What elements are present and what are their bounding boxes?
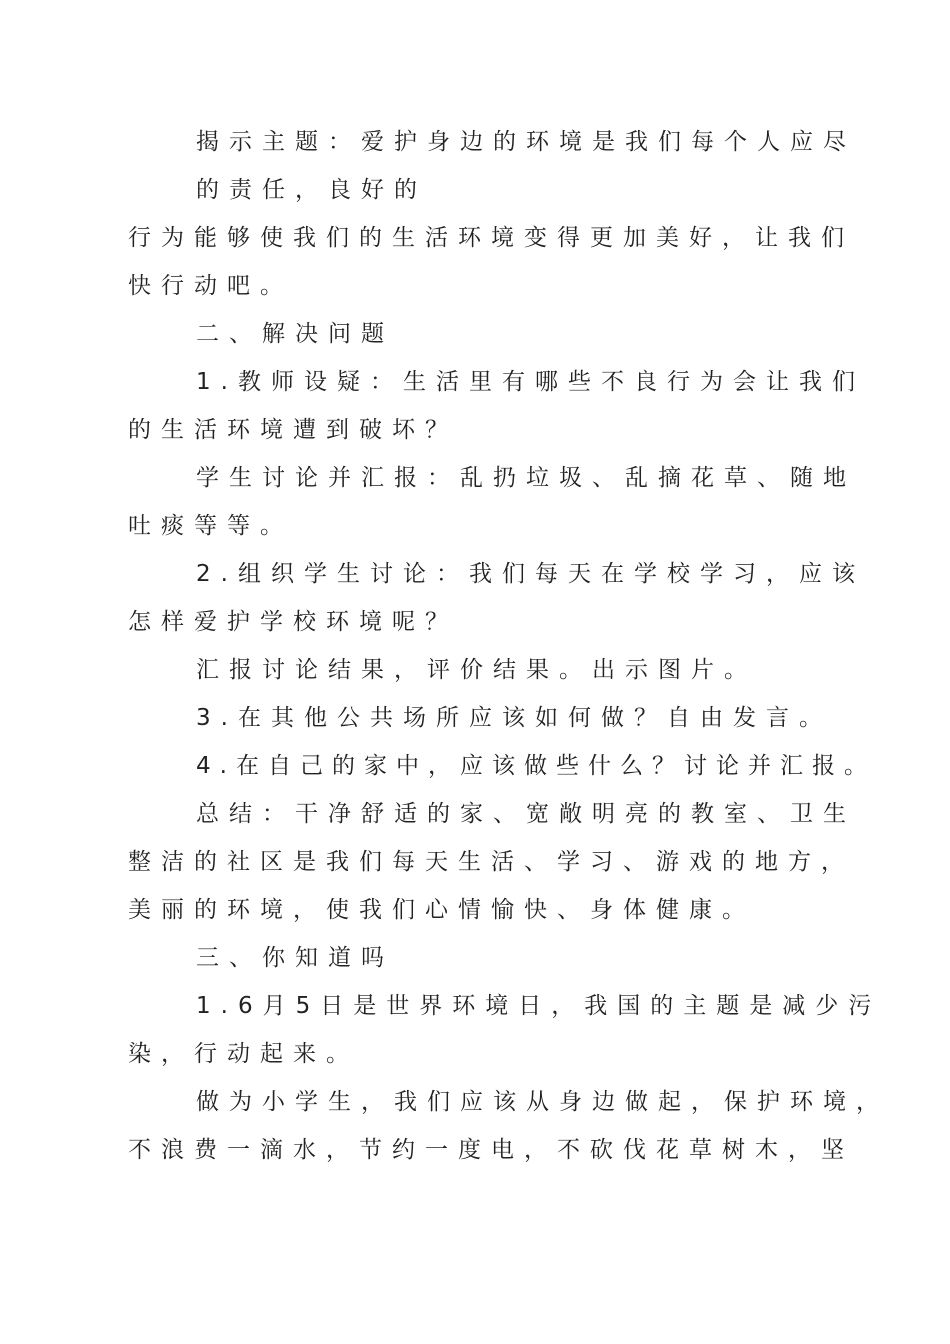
text-line: 吐痰等等。 [128, 513, 293, 539]
text-line: 1.教师设疑：生活里有哪些不良行为会让我们 [196, 369, 865, 395]
text-line: 的责任，良好的 [196, 177, 427, 203]
text-line: 怎样爱护学校环境呢？ [128, 609, 458, 635]
text-line: 不浪费一滴水，节约一度电，不砍伐花草树木，坚 [128, 1137, 854, 1163]
text-line: 4.在自己的家中，应该做些什么？讨论并汇报。 [196, 753, 876, 779]
text-line: 行为能够使我们的生活环境变得更加美好，让我们 [128, 225, 854, 251]
text-line: 做为小学生，我们应该从身边做起，保护环境， [196, 1089, 889, 1115]
text-line: 美丽的环境，使我们心情愉快、身体健康。 [128, 897, 755, 923]
text-line: 的生活环境遭到破坏？ [128, 417, 458, 443]
text-line: 汇报讨论结果，评价结果。出示图片。 [196, 657, 757, 683]
text-line: 3.在其他公共场所应该如何做？自由发言。 [196, 705, 832, 731]
section-heading: 三、你知道吗 [196, 945, 394, 971]
text-line: 2.组织学生讨论：我们每天在学校学习，应该 [196, 561, 865, 587]
section-heading: 二、解决问题 [196, 321, 394, 347]
text-line: 染，行动起来。 [128, 1041, 359, 1067]
text-line: 揭示主题：爱护身边的环境是我们每个人应尽 [196, 129, 856, 155]
text-line: 学生讨论并汇报：乱扔垃圾、乱摘花草、随地 [196, 465, 856, 491]
text-line: 总结：干净舒适的家、宽敞明亮的教室、卫生 [196, 801, 856, 827]
text-line: 快行动吧。 [128, 273, 293, 299]
text-line: 1.6月5日是世界环境日，我国的主题是减少污 [196, 993, 882, 1019]
text-line: 整洁的社区是我们每天生活、学习、游戏的地方， [128, 849, 854, 875]
